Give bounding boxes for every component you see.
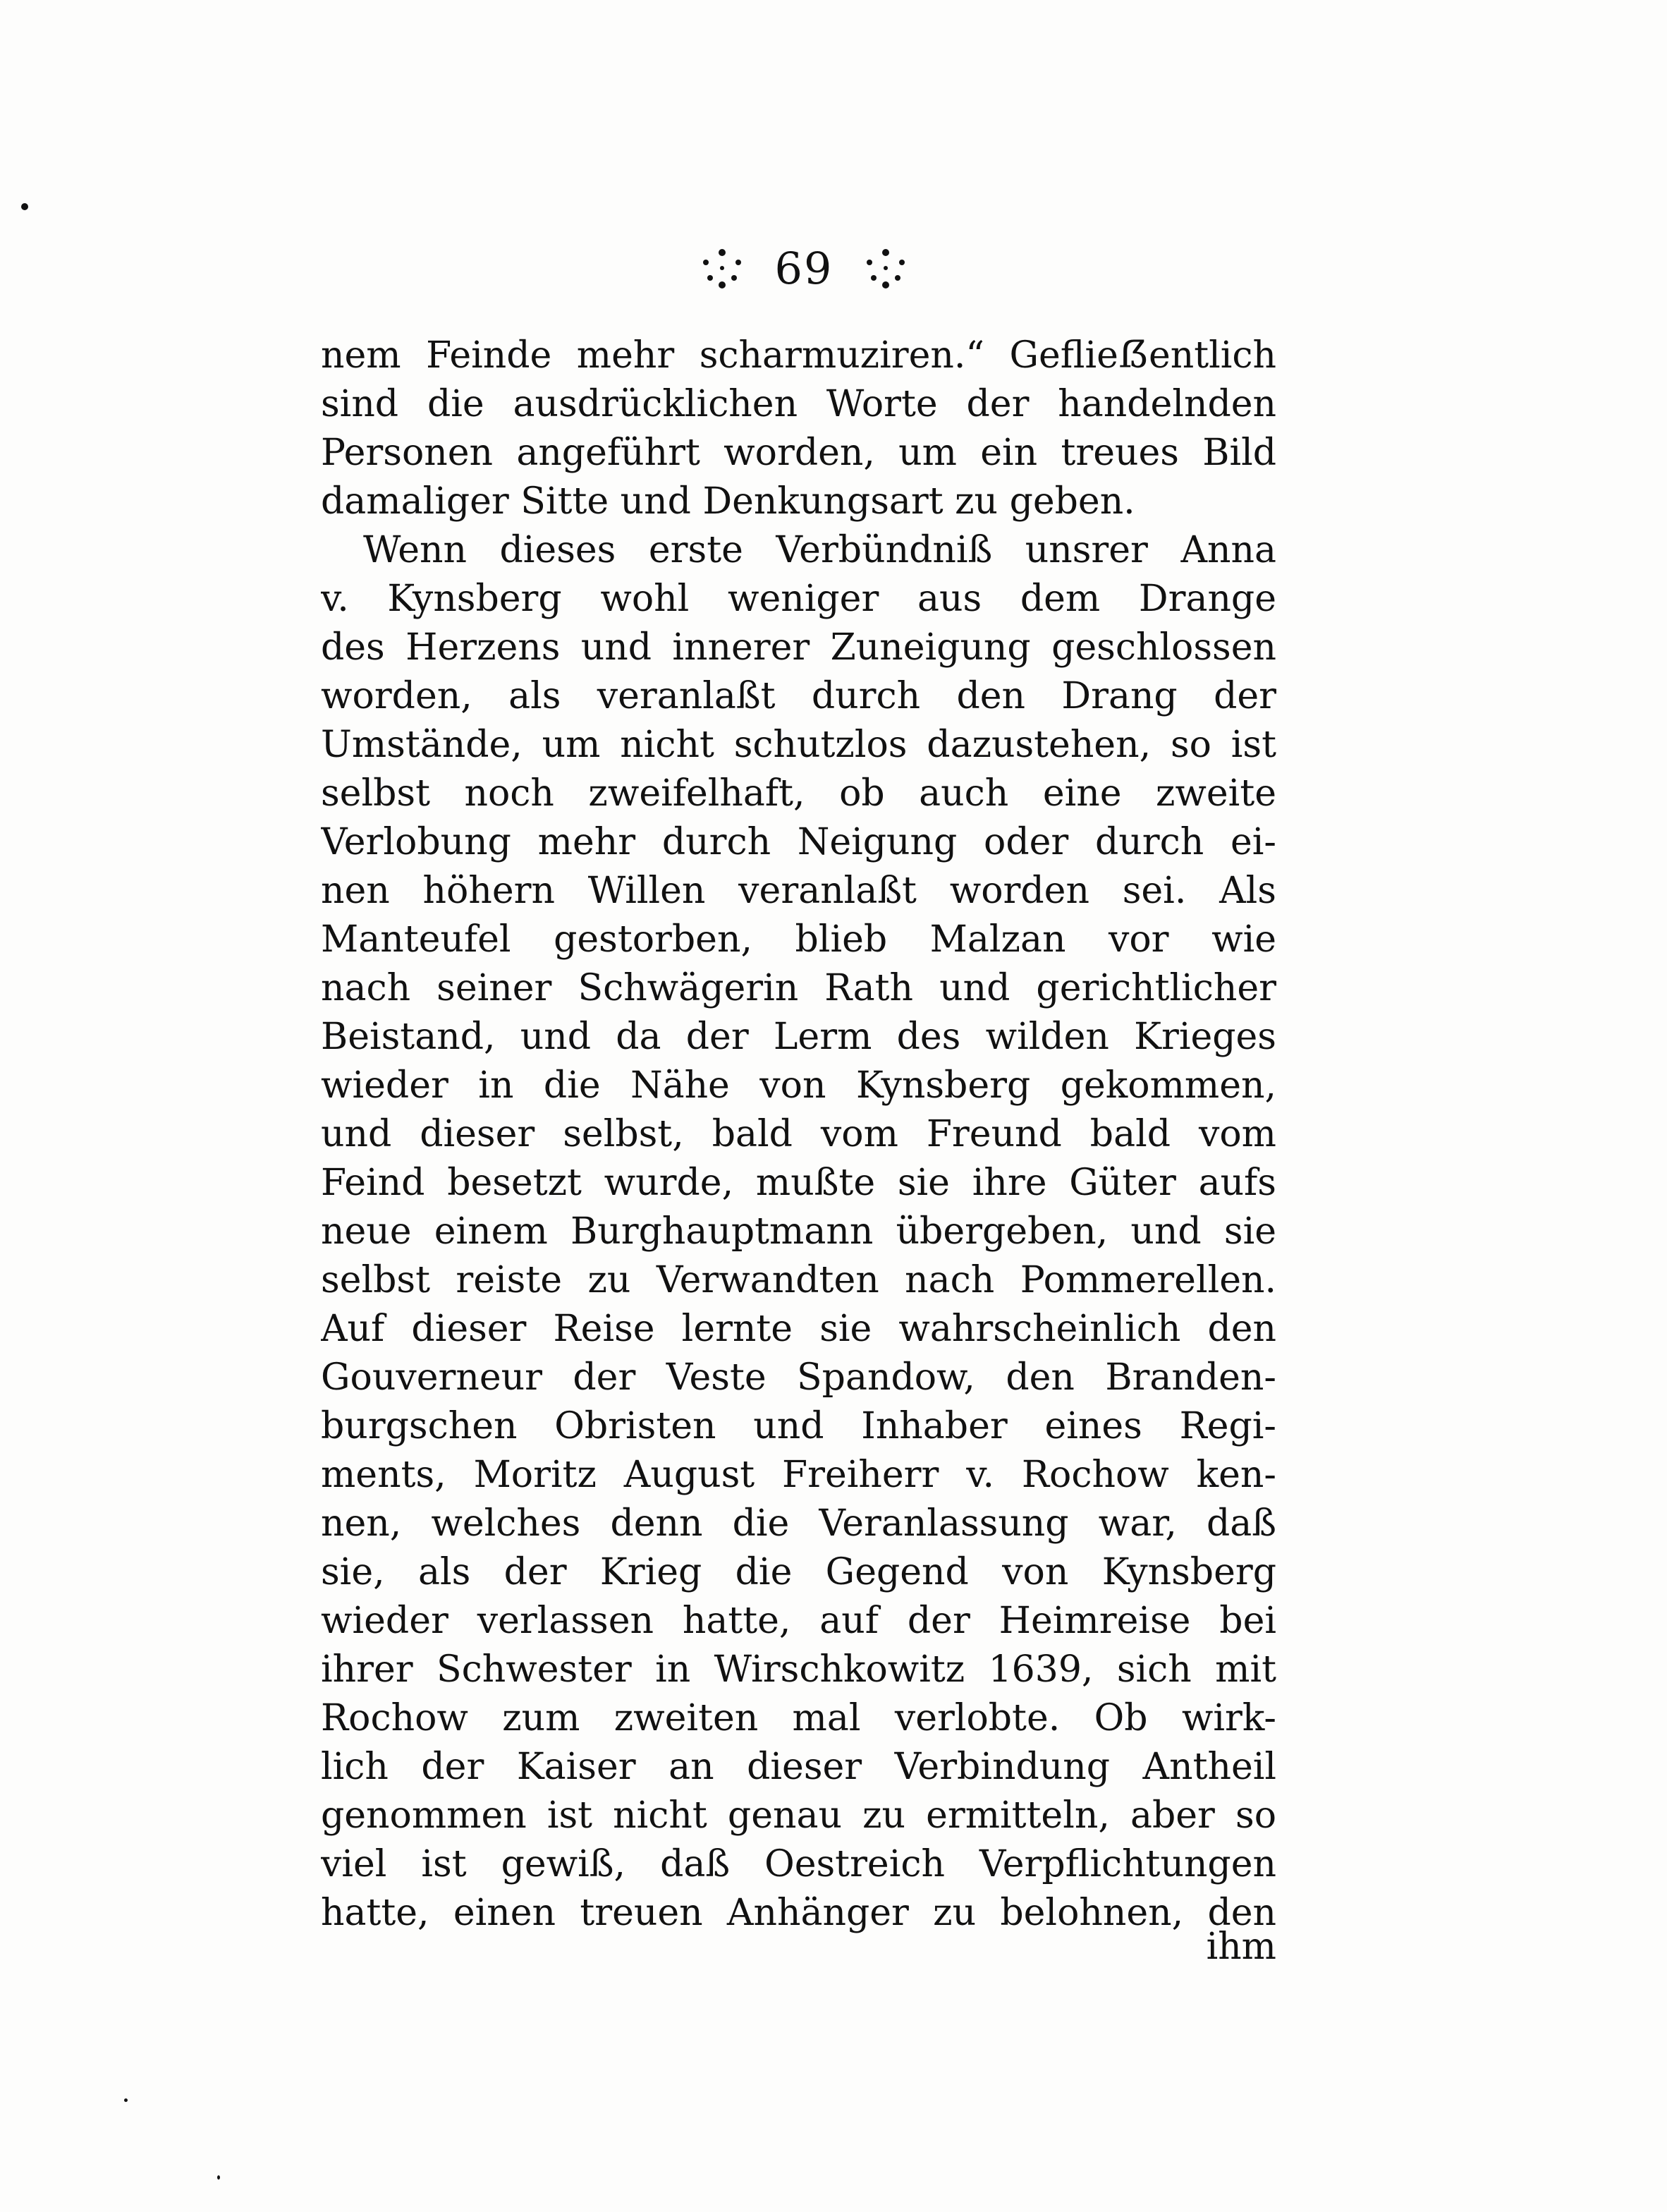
text-line: worden, als veranlaßt durch den Drang der [321, 675, 1276, 717]
text-line: nem Feinde mehr scharmuziren.“ Geflieẞentlich [321, 334, 1276, 377]
paragraph-start-line: Wenn dieses erste Verbündniß unsrer Anna [363, 529, 1276, 571]
text-line: genommen ist nicht genau zu ermitteln, aber so [321, 1794, 1276, 1837]
text-line: selbst noch zweifelhaft, ob auch eine zweite [321, 772, 1276, 815]
text-line: Rochow zum zweiten mal verlobte. Ob wirk- [321, 1697, 1276, 1739]
text-line: Beistand, und da der Lerm des wilden Krieges [321, 1016, 1276, 1058]
text-line: burgschen Obristen und Inhaber eines Regi- [321, 1405, 1276, 1447]
text-line: Verlobung mehr durch Neigung oder durch ei- [321, 821, 1276, 863]
text-line: wieder in die Nähe von Kynsberg gekommen, [321, 1064, 1276, 1107]
text-line: des Herzens und innerer Zuneigung geschlossen [321, 626, 1276, 669]
text-line: lich der Kaiser an dieser Verbindung Antheil [321, 1746, 1276, 1788]
text-line: viel ist gewiß, daß Oestreich Verpflichtungen [321, 1843, 1276, 1885]
text-line: nen, welches denn die Veranlassung war, daß [321, 1502, 1276, 1545]
text-line: ihrer Schwester in Wirschkowitz 1639, sich mit [321, 1648, 1276, 1691]
text-line: Umstände, um nicht schutzlos dazustehen, so ist [321, 724, 1276, 766]
text-line: Manteufel gestorben, blieb Malzan vor wie [321, 918, 1276, 961]
text-line: sind die ausdrücklichen Worte der handelnden [321, 383, 1276, 425]
body-text [321, 332, 1276, 1938]
text-line: Feind besetzt wurde, mußte sie ihre Güter aufs [321, 1162, 1276, 1204]
text-line: neue einem Burghauptmann übergeben, und sie [321, 1210, 1276, 1253]
text-line: nach seiner Schwägerin Rath und gerichtlicher [321, 967, 1276, 1009]
ink-speck [124, 2098, 128, 2102]
text-line: v. Kynsberg wohl weniger aus dem Drange [321, 578, 1276, 620]
text-line: und dieser selbst, bald vom Freund bald vom [321, 1113, 1276, 1155]
text-line: Personen angeführt worden, um ein treues Bild [321, 432, 1276, 474]
text-line: Gouverneur der Veste Spandow, den Branden- [321, 1356, 1276, 1399]
text-line: damaliger Sitte und Denkungsart zu geben. [321, 480, 1135, 523]
asterisk-ornament-right-icon [861, 247, 910, 289]
asterisk-ornament-left-icon [697, 247, 747, 289]
page-header [656, 233, 952, 303]
text-line: nen höhern Willen veranlaßt worden sei. Als [321, 870, 1276, 912]
text-line: wieder verlassen hatte, auf der Heimreise bei [321, 1600, 1276, 1642]
catchword: ihm [1206, 1926, 1276, 1968]
text-line: Auf dieser Reise lernte sie wahrscheinlich den [321, 1308, 1276, 1350]
page-number: 69 [774, 242, 834, 294]
text-line: sie, als der Krieg die Gegend von Kynsberg [321, 1551, 1276, 1593]
text-line: selbst reiste zu Verwandten nach Pommerellen. [321, 1259, 1276, 1301]
ink-speck [21, 203, 28, 210]
text-line: hatte, einen treuen Anhänger zu belohnen, den [321, 1892, 1276, 1934]
text-line: ments, Moritz August Freiherr v. Rochow ken- [321, 1454, 1276, 1496]
ink-speck [217, 2175, 220, 2180]
